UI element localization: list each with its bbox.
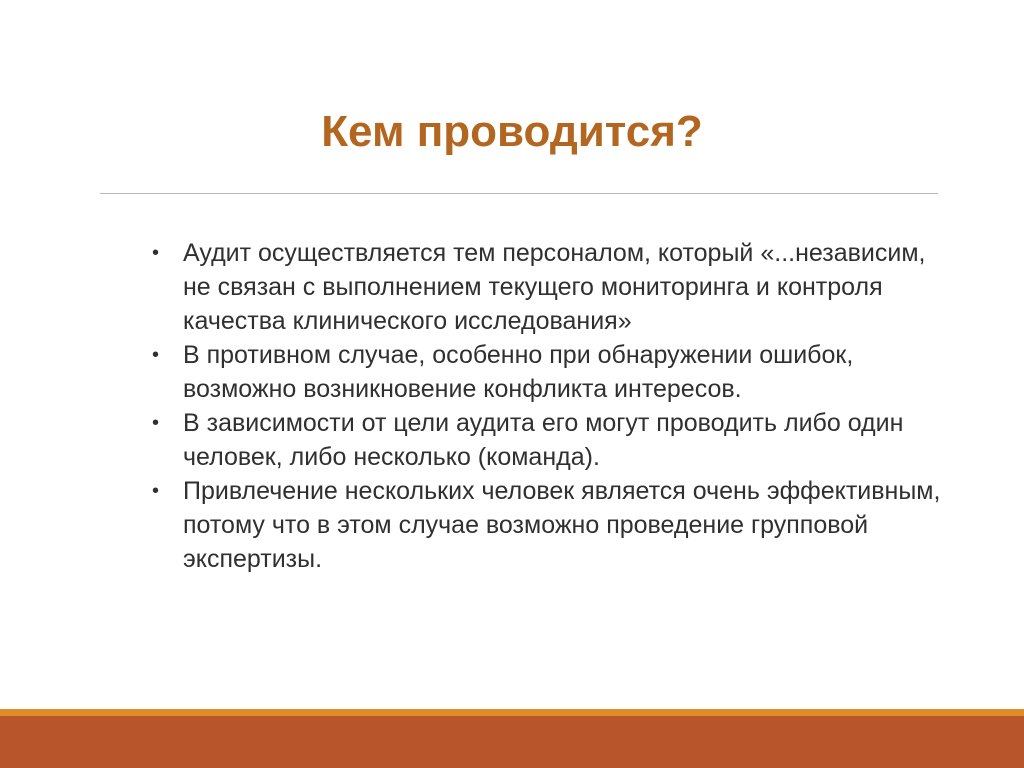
footer-band [0, 716, 1024, 768]
footer-accent-line [0, 709, 1024, 716]
bullet-text: В зависимости от цели аудита его могут проводить либо один человек, либо несколько (команда). [183, 409, 904, 471]
bullet-icon: • [152, 480, 160, 502]
title-divider [100, 193, 938, 194]
bullet-text: Привлечение нескольких человек является очень эффективным, потому что в этом случае возможно проведение групповой экспертизы. [183, 477, 941, 573]
bullet-item [150, 236, 950, 338]
bullet-item [150, 338, 950, 406]
bullet-text: Аудит осуществляется тем персоналом, который «...независим, не связан с выполнением текущего мониторинга и контроля качества клинического исследования» [183, 239, 926, 335]
bullet-item [150, 406, 950, 474]
slide-title: Кем проводится? [321, 107, 703, 156]
bullet-icon: • [152, 344, 160, 366]
bullet-list [150, 236, 950, 576]
bullet-icon: • [152, 412, 160, 434]
bullet-text: В противном случае, особенно при обнаружении ошибок, возможно возникновение конфликта интересов. [183, 341, 854, 403]
bullet-icon: • [152, 242, 160, 264]
bullet-item [150, 474, 950, 576]
